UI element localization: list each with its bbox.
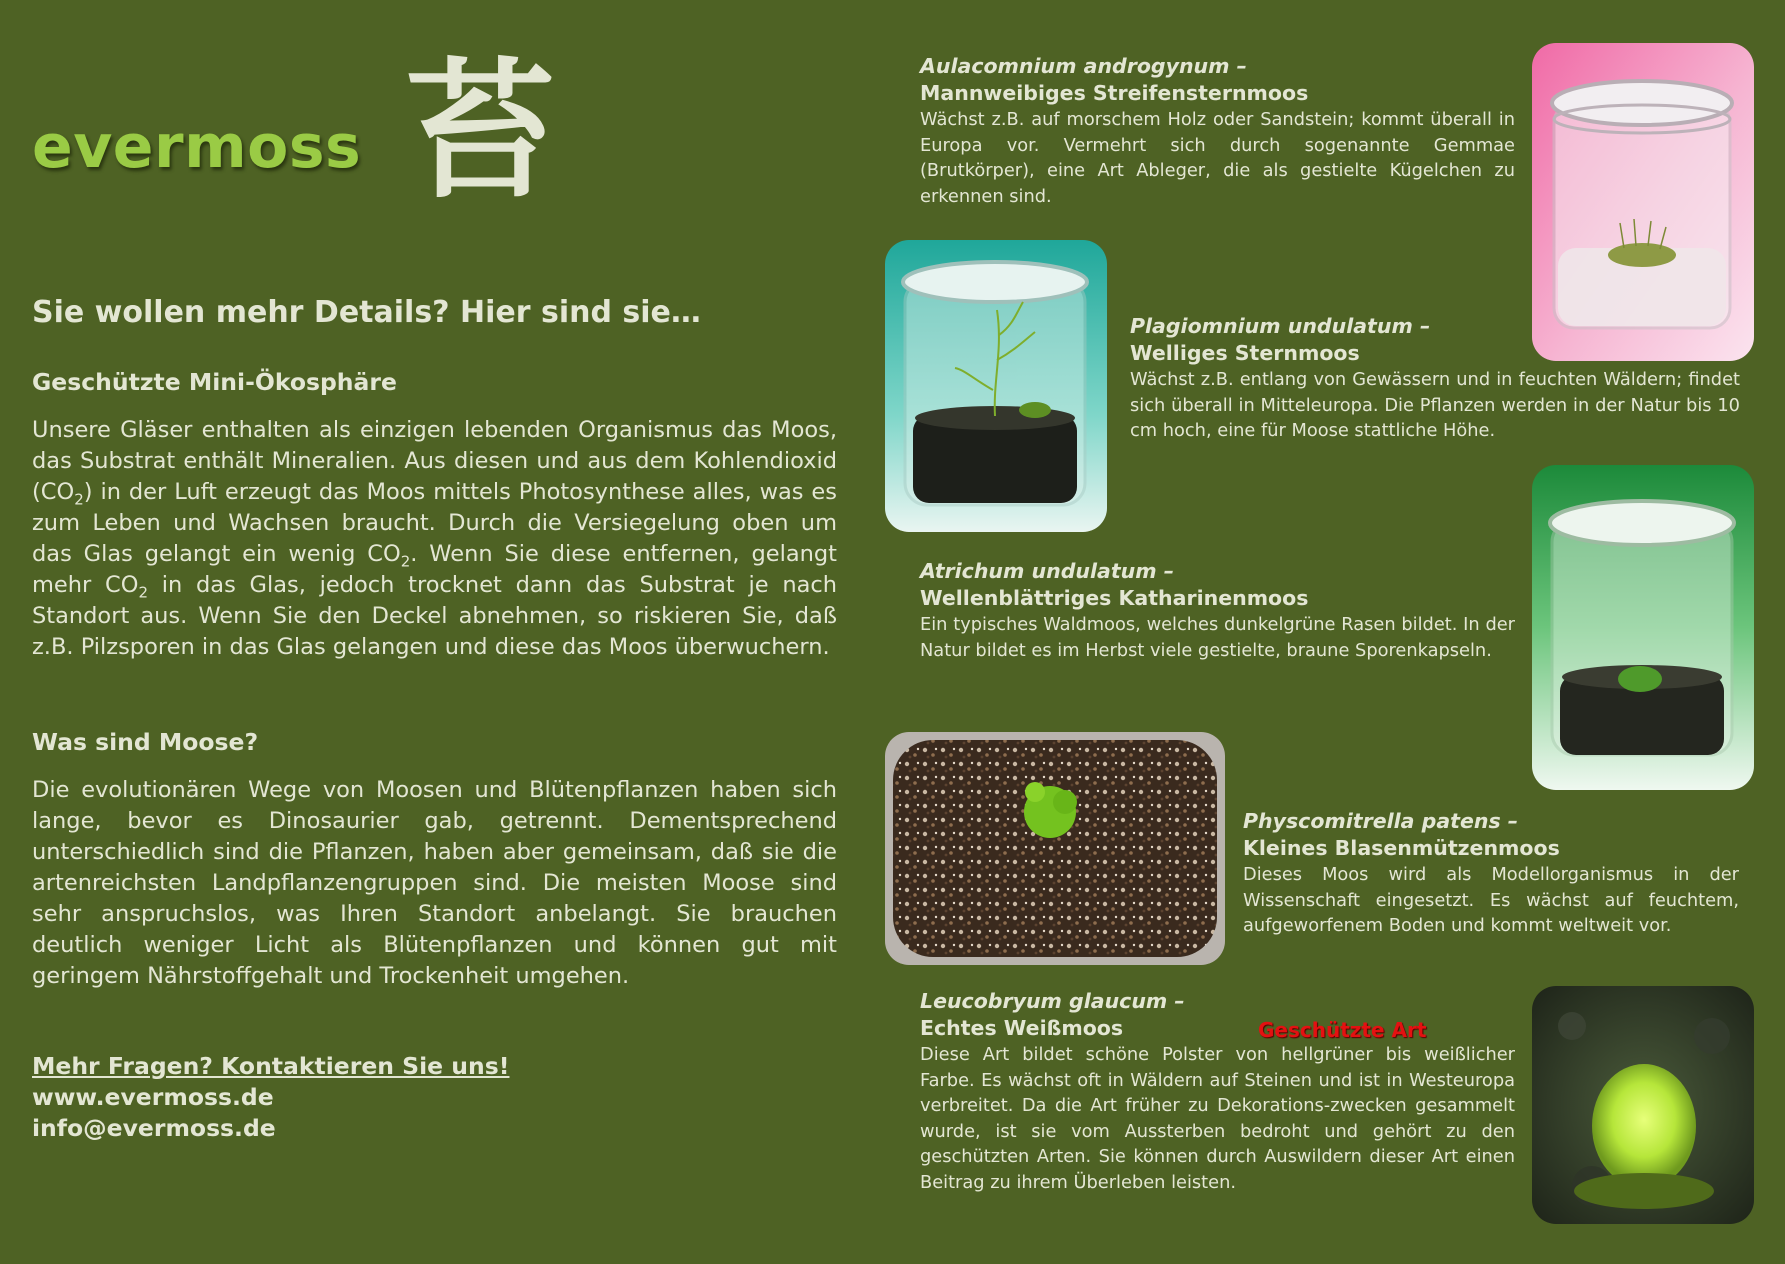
photo-aulacomnium-jar — [1532, 43, 1754, 361]
photo-physcomitrella-substrate — [885, 732, 1225, 965]
co2-subscript: 2 — [138, 583, 148, 602]
website-link[interactable]: www.evermoss.de — [32, 1083, 274, 1111]
species-latin-name: Atrichum undulatum – — [920, 559, 1174, 583]
photo-plagiomnium-jar — [885, 240, 1107, 532]
ecosphere-text-1: Unsere Gläser enthalten als einzigen lebenden Organismus das Moos, das Substrat enthält Mineralien. Aus diesen und aus dem Kohlendioxid (CO — [32, 417, 837, 505]
brand-logo: evermoss — [32, 112, 362, 182]
species-common-name: Echtes Weißmoos — [920, 1016, 1124, 1040]
species-description: Diese Art bildet schöne Polster von hellgrüner bis weißlicher Farbe. Es wächst oft in Wäldern auf Steinen und ist in Westeuropa verbreitet. Da die Art früher zu Dekorations-zwecken gesammelt wurde, ist sie vom Aussterben bedroht und gehört zu den geschützten Arten. Sie können durch Auswildern dieser Art einen Beitrag zu ihrem Überleben leisten. — [920, 1044, 1515, 1193]
moss-kanji-glyph: 苔 — [405, 43, 556, 219]
photo-leucobryum-moss — [1532, 986, 1754, 1224]
species-description: Dieses Moos wird als Modellorganismus in der Wissenschaft eingesetzt. Es wächst auf feuchtem, aufgeworfenem Boden und kommt weltweit vor. — [1243, 864, 1739, 936]
species-aulacomnium — [920, 53, 1515, 209]
section-title-mosses: Was sind Moose? — [32, 728, 259, 756]
email-link[interactable]: info@evermoss.de — [32, 1114, 276, 1142]
co2-subscript: 2 — [74, 490, 84, 509]
ecosphere-text-2: ) in der Luft erzeugt das Moos mittels Photosynthese alles, was es zum Leben und Wachsen braucht. Durch die Versiegelung oben um das Glas gelangt ein wenig CO — [32, 479, 837, 567]
photo-atrichum-jar — [1532, 465, 1754, 790]
species-physcomitrella — [1243, 808, 1739, 939]
page-headline: Sie wollen mehr Details? Hier sind sie… — [32, 295, 701, 330]
ecosphere-text-3: . Wenn Sie diese entfernen, gelangt mehr CO — [32, 541, 837, 598]
co2-subscript: 2 — [400, 552, 411, 571]
section-body-mosses: Die evolutionären Wege von Moosen und Blütenpflanzen haben sich lange, bevor es Dinosaurier gab, getrennt. Dementsprechend unterschiedlich sind die Pflanzen, haben aber gemeinsam, daß sie die artenreichsten Landpflanzengruppen sind. Die meisten Moose sind sehr anspruchslos, was Ihren Standort anbelangt. Sie brauchen deutlich weniger Licht als Blütenpflanzen und können gut mit geringem Nährstoffgehalt und Trockenheit umgehen. — [32, 777, 837, 989]
contact-heading-link[interactable]: Mehr Fragen? Kontaktieren Sie uns! — [32, 1052, 510, 1080]
contact-block — [32, 1051, 509, 1144]
species-common-name: Welliges Sternmoos — [1130, 341, 1360, 365]
species-latin-name: Aulacomnium androgynum – — [920, 54, 1247, 78]
species-common-name: Kleines Blasenmützenmoos — [1243, 836, 1560, 860]
species-description: Wächst z.B. entlang von Gewässern und in feuchten Wäldern; findet sich überall in Mitteleuropa. Die Pflanzen werden in der Natur bis 10 cm hoch, eine für Moose stattliche Höhe. — [1130, 369, 1740, 441]
species-common-name: Mannweibiges Streifensternmoos — [920, 81, 1309, 105]
species-latin-name: Plagiomnium undulatum – — [1130, 314, 1431, 338]
protected-species-badge: Geschützte Art — [1258, 1018, 1427, 1042]
species-common-name: Wellenblättriges Katharinenmoos — [920, 586, 1309, 610]
ecosphere-text-4: in das Glas, jedoch trocknet dann das Substrat je nach Standort aus. Wenn Sie den Deckel abnehmen, so riskieren Sie, daß z.B. Pilzsporen in das Glas gelangen und diese das Moos überwuchern. — [32, 572, 837, 660]
species-atrichum — [920, 558, 1515, 663]
species-description: Ein typisches Waldmoos, welches dunkelgrüne Rasen bildet. In der Natur bildet es im Herbst viele gestielte, braune Sporenkapseln. — [920, 614, 1515, 661]
species-latin-name: Physcomitrella patens – — [1243, 809, 1519, 833]
species-description: Wächst z.B. auf morschem Holz oder Sandstein; kommt überall in Europa vor. Vermehrt sich durch sogenannte Gemmae (Brutkörper), eine Art Ableger, die als gestielte Kügelchen zu erkennen sind. — [920, 109, 1515, 207]
section-body-ecosphere — [32, 415, 837, 663]
species-latin-name: Leucobryum glaucum – — [920, 989, 1185, 1013]
section-title-ecosphere: Geschützte Mini-Ökosphäre — [32, 368, 397, 396]
